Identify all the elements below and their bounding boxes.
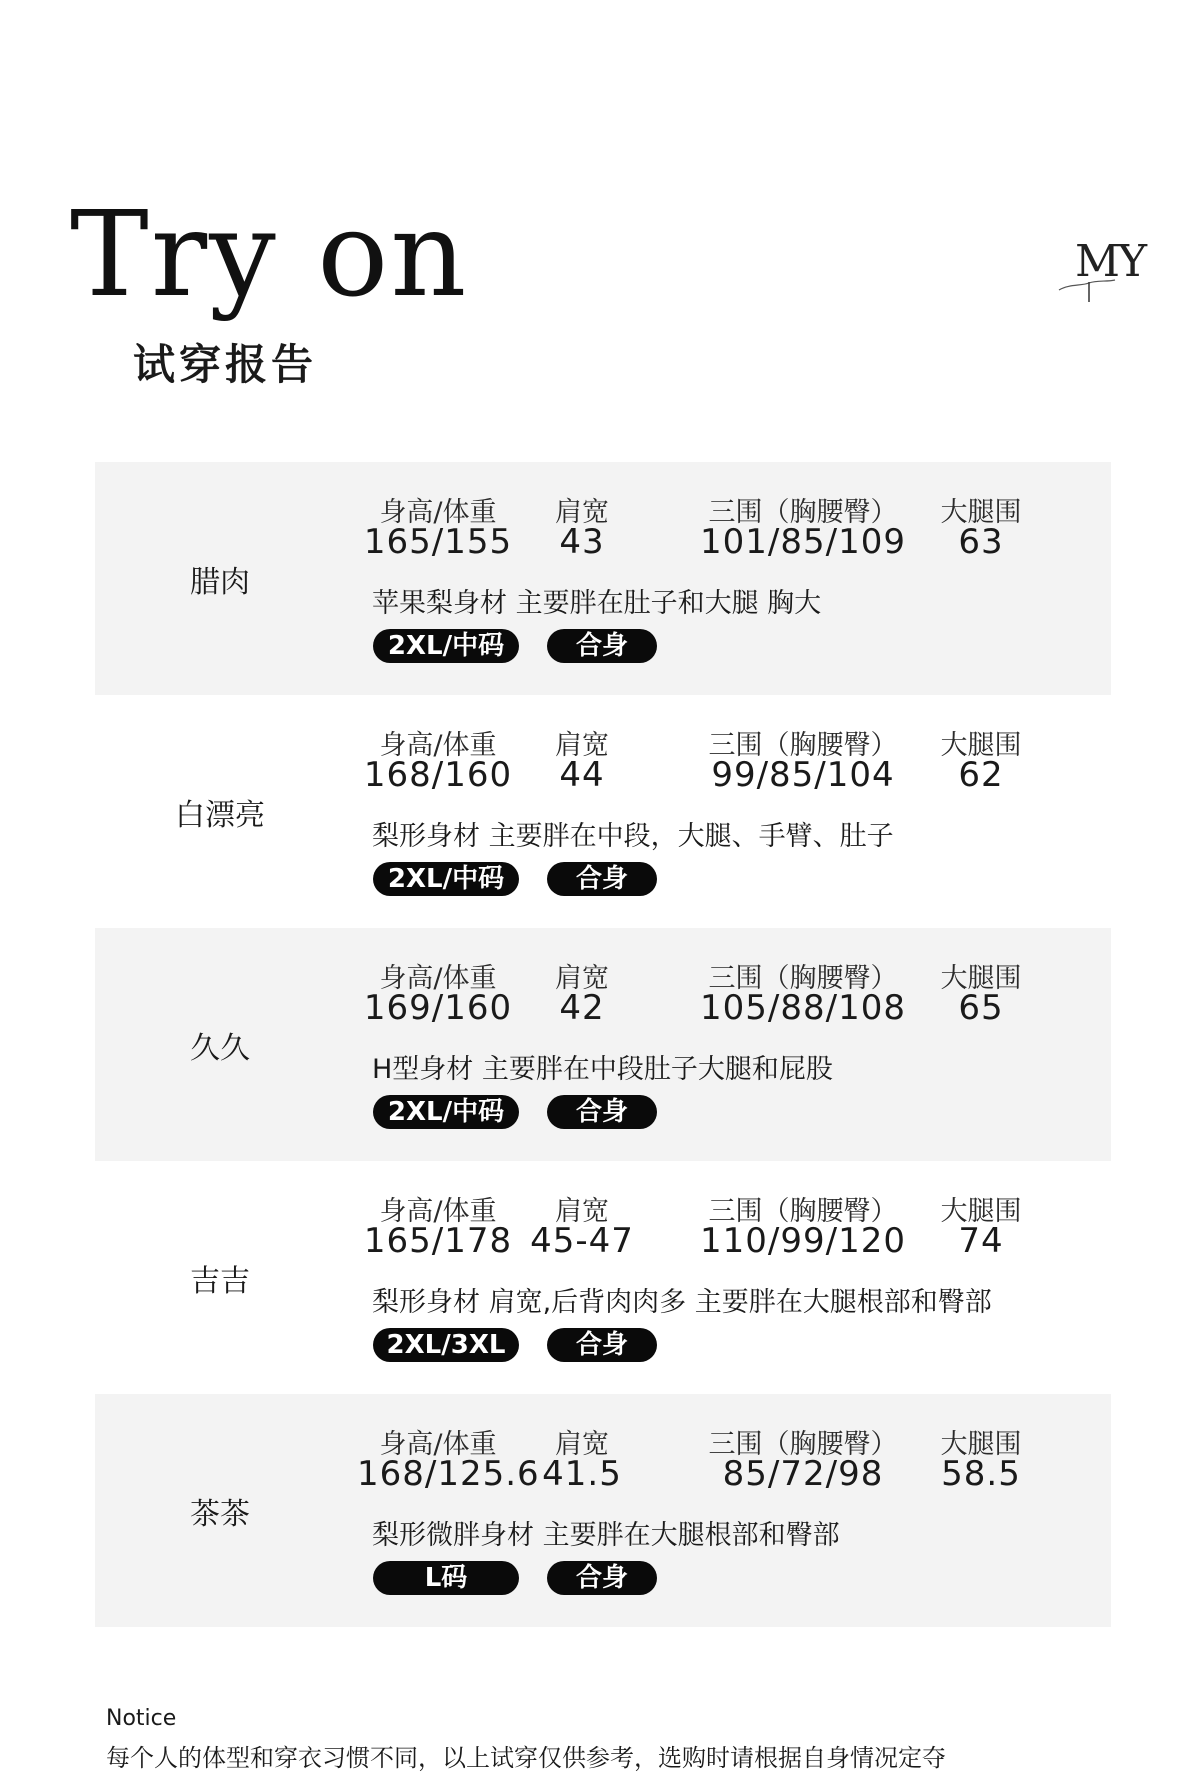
- tryon-card: [95, 462, 1111, 695]
- height-weight-value: 165/155: [363, 522, 513, 562]
- person-name: 久久: [190, 1031, 250, 1066]
- size-badge: 2XL/中码: [373, 629, 519, 663]
- fit-badge: 合身: [547, 1561, 657, 1595]
- size-badge: 2XL/3XL: [373, 1328, 519, 1362]
- shoulder-label: 肩宽: [555, 730, 609, 761]
- thigh-value: 74: [958, 1221, 1004, 1261]
- measurements-value: 85/72/98: [722, 1454, 884, 1494]
- height-weight-value: 168/160: [363, 755, 513, 795]
- shoulder-label: 肩宽: [555, 497, 609, 528]
- page-title: Try on: [70, 185, 469, 323]
- measurements-label: 三围（胸腰臀）: [708, 1429, 898, 1460]
- page-subtitle: 试穿报告: [133, 340, 318, 389]
- logo-signature-icon: [1055, 236, 1140, 306]
- fit-badge: 合身: [547, 862, 657, 896]
- height-weight-value: 165/178: [363, 1221, 513, 1261]
- body-type-note: 梨形微胖身材 主要胖在大腿根部和臀部: [372, 1520, 840, 1551]
- person-name: 吉吉: [190, 1264, 250, 1299]
- fit-badge: 合身: [547, 1095, 657, 1129]
- shoulder-label: 肩宽: [555, 963, 609, 994]
- size-badge: 2XL/中码: [373, 1095, 519, 1129]
- thigh-label: 大腿围: [940, 730, 1022, 761]
- tryon-card: [95, 1161, 1111, 1394]
- size-badge: 2XL/中码: [373, 862, 519, 896]
- height-weight-value: 168/125.6: [357, 1454, 540, 1494]
- shoulder-value: 41.5: [542, 1454, 622, 1494]
- measurements-label: 三围（胸腰臀）: [708, 963, 898, 994]
- shoulder-value: 42: [559, 988, 605, 1028]
- measurements-value: 105/88/108: [700, 988, 906, 1028]
- shoulder-label: 肩宽: [555, 1196, 609, 1227]
- person-name: 白漂亮: [175, 798, 265, 833]
- thigh-label: 大腿围: [940, 1196, 1022, 1227]
- measurements-value: 110/99/120: [700, 1221, 906, 1261]
- logo-text: MY: [1075, 236, 1146, 287]
- tryon-card: [95, 928, 1111, 1161]
- size-badge: L码: [373, 1561, 519, 1595]
- body-type-note: H型身材 主要胖在中段肚子大腿和屁股: [372, 1054, 833, 1085]
- height-weight-label: 身高/体重: [379, 963, 497, 994]
- tryon-card: [95, 1394, 1111, 1627]
- height-weight-label: 身高/体重: [379, 497, 497, 528]
- person-name: 腊肉: [190, 565, 250, 600]
- height-weight-value: 169/160: [363, 988, 513, 1028]
- body-type-note: 苹果梨身材 主要胖在肚子和大腿 胸大: [372, 588, 822, 619]
- shoulder-label: 肩宽: [555, 1429, 609, 1460]
- thigh-value: 62: [958, 755, 1004, 795]
- thigh-label: 大腿围: [940, 963, 1022, 994]
- notice-title: Notice: [106, 1706, 177, 1731]
- person-name: 茶茶: [190, 1497, 250, 1532]
- thigh-value: 65: [958, 988, 1004, 1028]
- thigh-value: 58.5: [941, 1454, 1021, 1494]
- notice-text: 每个人的体型和穿衣习惯不同，以上试穿仅供参考，选购时请根据自身情况定夺: [106, 1744, 946, 1772]
- brand-logo: [1055, 236, 1146, 306]
- tryon-report-list: [95, 462, 1111, 1627]
- shoulder-value: 44: [559, 755, 605, 795]
- thigh-value: 63: [958, 522, 1004, 562]
- body-type-note: 梨形身材 肩宽,后背肉肉多 主要胖在大腿根部和臀部: [372, 1287, 992, 1318]
- measurements-label: 三围（胸腰臀）: [708, 1196, 898, 1227]
- measurements-value: 99/85/104: [711, 755, 895, 795]
- height-weight-label: 身高/体重: [379, 1196, 497, 1227]
- fit-badge: 合身: [547, 1328, 657, 1362]
- tryon-card: [95, 695, 1111, 928]
- measurements-label: 三围（胸腰臀）: [708, 497, 898, 528]
- shoulder-value: 45-47: [530, 1221, 634, 1261]
- height-weight-label: 身高/体重: [379, 730, 497, 761]
- measurements-label: 三围（胸腰臀）: [708, 730, 898, 761]
- measurements-value: 101/85/109: [700, 522, 906, 562]
- height-weight-label: 身高/体重: [379, 1429, 497, 1460]
- thigh-label: 大腿围: [940, 1429, 1022, 1460]
- fit-badge: 合身: [547, 629, 657, 663]
- thigh-label: 大腿围: [940, 497, 1022, 528]
- shoulder-value: 43: [559, 522, 605, 562]
- body-type-note: 梨形身材 主要胖在中段，大腿、手臂、肚子: [372, 821, 894, 852]
